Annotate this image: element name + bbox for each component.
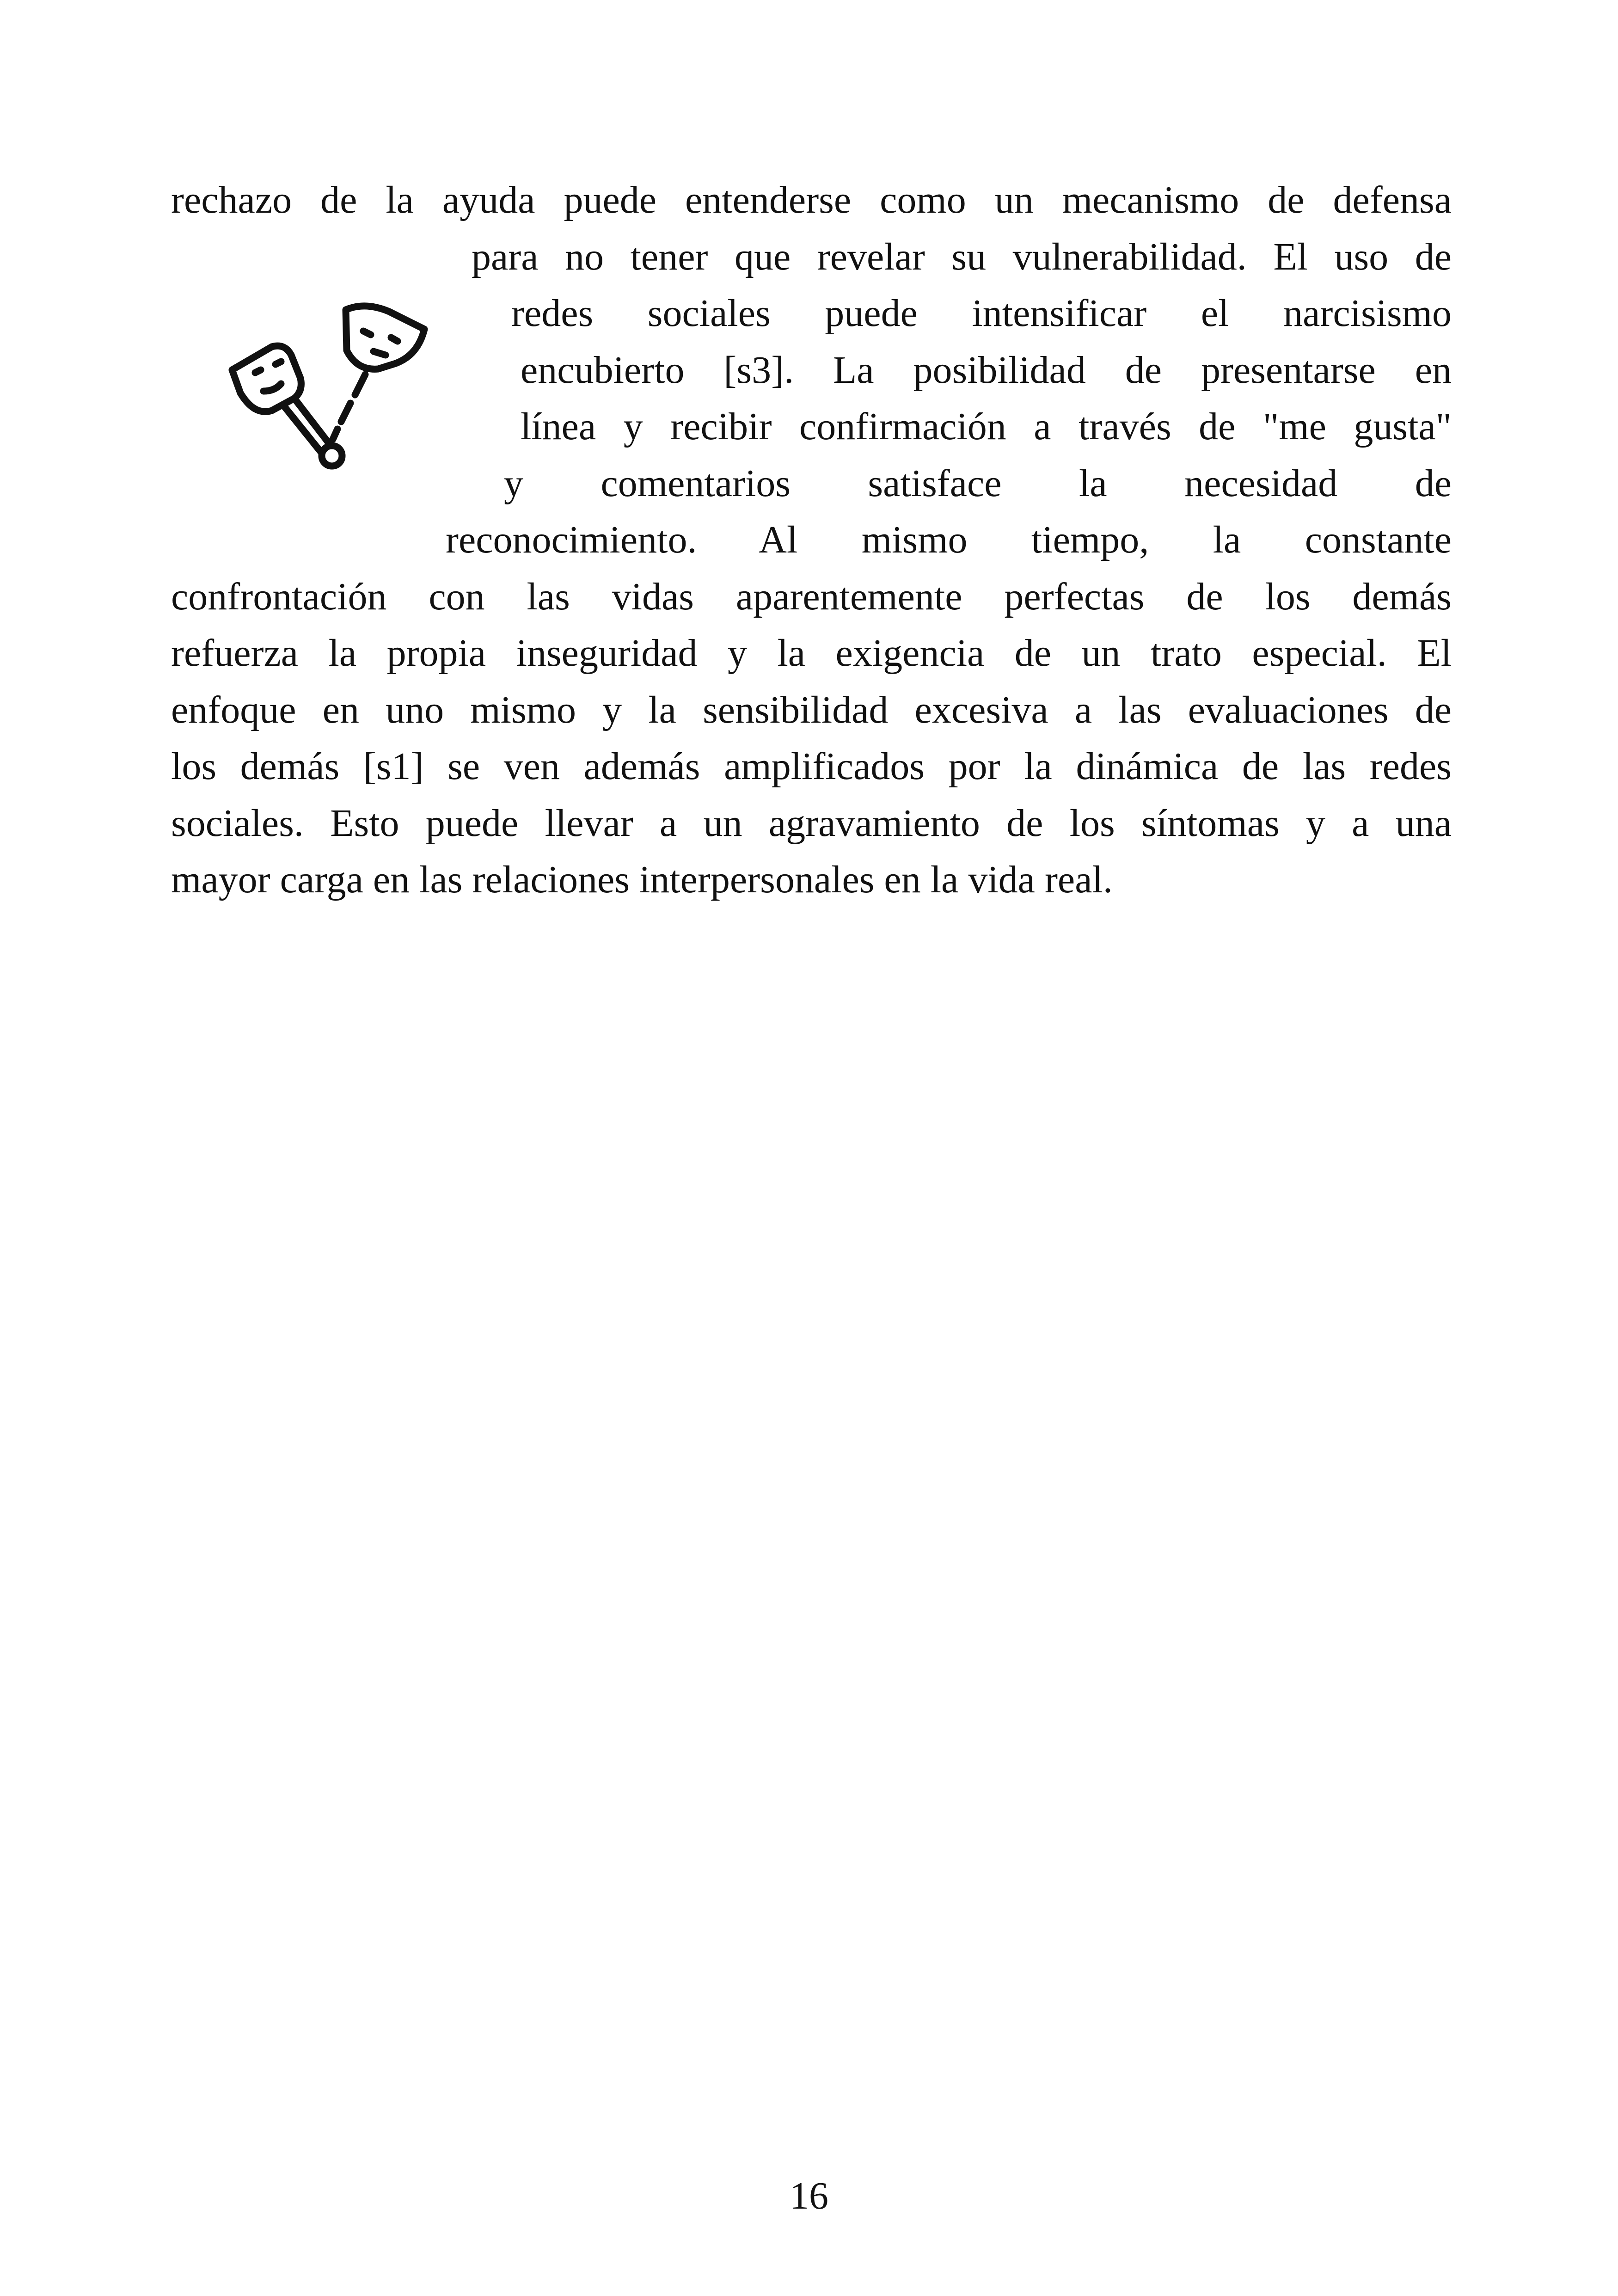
text-line: encubierto [s3]. La posibilidad de presentarse en (521, 348, 1452, 392)
text-line: los demás [s1] se ven además amplificados por la dinámica de las redes (171, 745, 1452, 788)
text-line: reconocimiento. Al mismo tiempo, la constante (446, 518, 1452, 561)
text-line: para no tener que revelar su vulnerabilidad. El uso de (472, 235, 1452, 278)
text-line: línea y recibir confirmación a través de "me gusta" (521, 405, 1452, 448)
text-line: sociales. Esto puede llevar a un agravamiento de los síntomas y a una (171, 801, 1452, 845)
text-line: refuerza la propia inseguridad y la exigencia de un trato especial. El (171, 632, 1452, 675)
text-line: y comentarios satisface la necesidad de (504, 461, 1452, 505)
text-line: enfoque en uno mismo y la sensibilidad excesiva a las evaluaciones de (171, 688, 1452, 731)
text-line: mayor carga en las relaciones interpersonales en la vida real. (171, 858, 1113, 901)
text-line: rechazo de la ayuda puede entenderse como un mecanismo de defensa (171, 178, 1452, 221)
body-paragraph (171, 172, 1452, 909)
text-line: redes sociales puede intensificar el narcisismo (511, 292, 1452, 335)
page-number: 16 (790, 2174, 828, 2217)
text-line: confrontación con las vidas aparentemente perfectas de los demás (171, 575, 1452, 618)
